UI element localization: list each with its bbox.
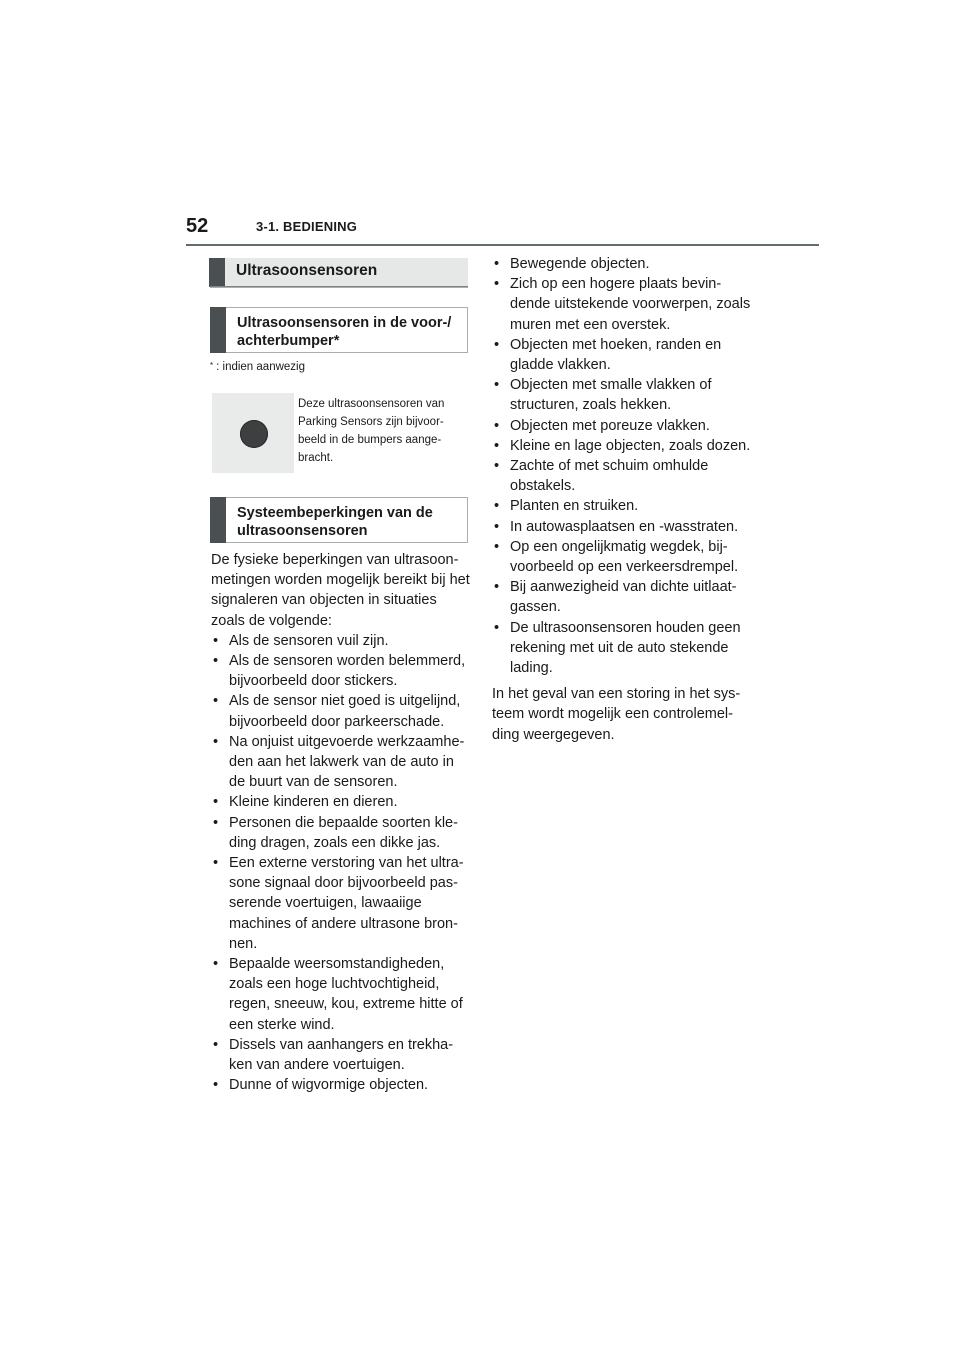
section-label: 3-1. BEDIENING [256, 219, 358, 234]
left-bullet-list [211, 631, 473, 1096]
list-item: • Bepaalde weersomstandigheden, zoals een hoge luchtvochtigheid, regen, sneeuw, kou, extreme hitte of een sterke wind. [211, 954, 473, 1035]
list-item: • Op een ongelijkmatig wegdek, bij-voorbeeld op een verkeersdrempel. [492, 537, 754, 577]
list-item: • De ultrasoonsensoren houden geen rekening met uit de auto stekende lading. [492, 618, 754, 679]
list-item: • Een externe verstoring van het ultra-sone signaal door bijvoorbeeld pas-serende voertuigen, lawaaiige machines of andere ultrasone bron-nen. [211, 853, 473, 954]
list-item: • In autowasplaatsen en -wasstraten. [492, 517, 754, 537]
intro-paragraph: De fysieke beperkingen van ultrasoon-metingen worden mogelijk bereikt bij het signaleren van objecten in situaties zoals de volgende: [211, 552, 470, 629]
list-item: • Na onjuist uitgevoerde werkzaamhe-den aan het lakwerk van de auto in de buurt van de sensoren. [211, 732, 473, 793]
list-item: • Zachte of met schuim omhulde obstakels. [492, 456, 754, 496]
main-heading-text: Ultrasoonsensoren [236, 262, 378, 279]
sensor-image [212, 393, 294, 473]
header-rule [186, 244, 819, 246]
list-item: • Kleine en lage objecten, zoals dozen. [492, 436, 754, 456]
list-item: • Personen die bepaalde soorten kle-ding dragen, zoals een dikke jas. [211, 813, 473, 853]
footnote-marker: * [210, 361, 214, 370]
list-item: • Dissels van aanhangers en trekha-ken van andere voertuigen. [211, 1035, 473, 1075]
list-item: • Dunne of wigvormige objecten. [211, 1075, 473, 1095]
heading-rule [210, 286, 468, 287]
list-item: • Als de sensoren worden belemmerd, bijvoorbeeld door stickers. [211, 651, 473, 691]
list-item: • Zich op een hogere plaats bevin-dende uitstekende voorwerpen, zoals muren met een overstek. [492, 274, 754, 335]
main-heading [210, 258, 468, 288]
left-column [211, 550, 473, 1095]
list-item: • Objecten met hoeken, randen en gladde vlakken. [492, 335, 754, 375]
footnote [210, 361, 305, 373]
list-item: • Objecten met poreuze vlakken. [492, 416, 754, 436]
ultrasonic-sensor-icon [240, 420, 268, 448]
limits-heading-text: Systeembeperkingen van de ultrasoonsensoren [237, 505, 433, 539]
page-number: 52 [186, 215, 209, 237]
closing-paragraph: In het geval van een storing in het sys-teem wordt mogelijk een controlemel-ding weergegeven. [492, 686, 741, 743]
right-column [492, 254, 754, 745]
list-item: • Planten en struiken. [492, 496, 754, 516]
list-item: • Als de sensoren vuil zijn. [211, 631, 473, 651]
list-item: • Kleine kinderen en dieren. [211, 792, 473, 812]
limits-heading [210, 497, 468, 543]
sensor-caption: Deze ultrasoonsensoren van Parking Sensors zijn bijvoor-beeld in de bumpers aange-bracht. [298, 398, 445, 464]
bumper-heading-text: Ultrasoonsensoren in de voor-/ achterbumper* [237, 315, 452, 349]
list-item: • Objecten met smalle vlakken of structuren, zoals hekken. [492, 375, 754, 415]
heading-bar [210, 307, 226, 353]
right-bullet-list [492, 254, 754, 678]
list-item: • Als de sensor niet goed is uitgelijnd, bijvoorbeeld door parkeerschade. [211, 691, 473, 731]
footnote-text: : indien aanwezig [216, 361, 305, 373]
list-item: • Bewegende objecten. [492, 254, 754, 274]
heading-bar [210, 497, 226, 543]
bumper-heading [210, 307, 468, 353]
list-item: • Bij aanwezigheid van dichte uitlaat-gassen. [492, 577, 754, 617]
